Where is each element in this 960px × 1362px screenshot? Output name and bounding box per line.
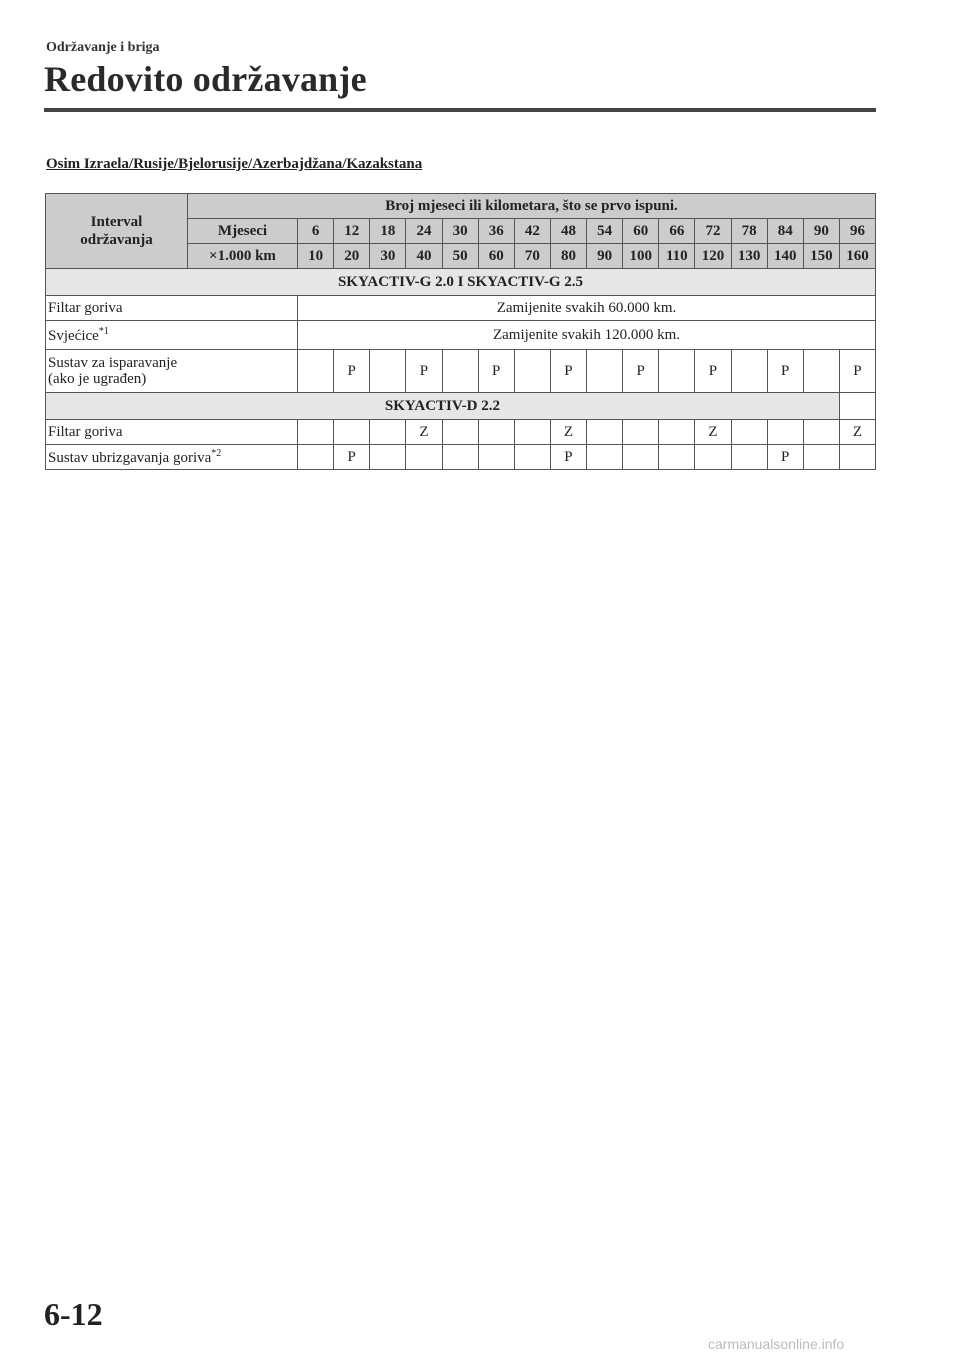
month-cell: 84 <box>767 219 803 244</box>
span-header: Broj mjeseci ili kilometara, što se prvo ispuni. <box>188 194 876 219</box>
table-row <box>46 445 876 470</box>
schedule-cell <box>370 445 406 470</box>
km-cell: 130 <box>731 244 767 269</box>
table-row <box>46 420 876 445</box>
month-cell: 96 <box>839 219 875 244</box>
schedule-cell <box>731 350 767 393</box>
engine-row <box>46 269 876 296</box>
month-cell: 24 <box>406 219 442 244</box>
section-label: Održavanje i briga <box>46 40 160 55</box>
schedule-cell <box>442 445 478 470</box>
schedule-cell <box>623 420 659 445</box>
schedule-cell <box>839 445 875 470</box>
item-label-text: Svjećice <box>48 327 99 344</box>
km-cell: 90 <box>587 244 623 269</box>
km-cell: 30 <box>370 244 406 269</box>
km-cell: 160 <box>839 244 875 269</box>
month-cell: 90 <box>803 219 839 244</box>
schedule-cell <box>370 350 406 393</box>
footnote-marker: *1 <box>98 325 109 337</box>
schedule-cell <box>442 420 478 445</box>
empty-cell <box>839 393 875 420</box>
schedule-cell <box>442 350 478 393</box>
km-cell: 120 <box>695 244 731 269</box>
item-label-text: Filtar goriva <box>48 299 123 316</box>
schedule-cell: P <box>839 350 875 393</box>
month-cell: 30 <box>442 219 478 244</box>
km-cell: 100 <box>623 244 659 269</box>
month-cell: 78 <box>731 219 767 244</box>
schedule-cell: P <box>406 350 442 393</box>
schedule-cell <box>659 350 695 393</box>
schedule-cell: Z <box>839 420 875 445</box>
title-rule <box>44 108 876 112</box>
km-cell: 70 <box>514 244 550 269</box>
schedule-cell <box>370 420 406 445</box>
region-heading: Osim Izraela/Rusije/Bjelorusije/Azerbajdžana/Kazakstana <box>46 156 423 172</box>
km-cell: 20 <box>334 244 370 269</box>
item-label-text: Sustav ubrizgavanja goriva <box>48 449 212 466</box>
km-label: ×1.000 km <box>188 244 298 269</box>
month-cell: 6 <box>298 219 334 244</box>
month-cell: 12 <box>334 219 370 244</box>
schedule-cell <box>478 445 514 470</box>
schedule-cell <box>298 350 334 393</box>
item-label <box>46 445 298 470</box>
item-label <box>46 350 298 393</box>
schedule-cell: P <box>695 350 731 393</box>
months-label: Mjeseci <box>188 219 298 244</box>
engine-label: SKYACTIV-D 2.2 <box>46 393 840 420</box>
interval-note: Zamijenite svakih 120.000 km. <box>298 321 876 350</box>
table-row <box>46 296 876 321</box>
km-cell: 50 <box>442 244 478 269</box>
km-cell: 40 <box>406 244 442 269</box>
item-label <box>46 296 298 321</box>
schedule-cell <box>803 350 839 393</box>
schedule-cell: P <box>767 350 803 393</box>
month-cell: 18 <box>370 219 406 244</box>
footnote-marker: *2 <box>211 447 222 459</box>
schedule-cell <box>803 445 839 470</box>
month-cell: 60 <box>623 219 659 244</box>
km-cell: 80 <box>550 244 586 269</box>
item-label-line1: Sustav za isparavanje <box>48 355 178 371</box>
month-cell: 48 <box>550 219 586 244</box>
maintenance-schedule-table <box>45 193 876 470</box>
schedule-cell <box>803 420 839 445</box>
interval-header <box>46 194 188 269</box>
item-label-text: Filtar goriva <box>48 423 123 440</box>
km-cell: 140 <box>767 244 803 269</box>
page-number: 6-12 <box>44 1296 103 1332</box>
schedule-cell: Z <box>550 420 586 445</box>
schedule-cell <box>298 420 334 445</box>
schedule-cell <box>731 420 767 445</box>
schedule-cell <box>623 445 659 470</box>
schedule-cell <box>514 350 550 393</box>
schedule-cell <box>731 445 767 470</box>
schedule-cell <box>659 420 695 445</box>
schedule-cell <box>587 445 623 470</box>
schedule-cell: P <box>623 350 659 393</box>
schedule-cell <box>478 420 514 445</box>
km-cell: 150 <box>803 244 839 269</box>
month-cell: 54 <box>587 219 623 244</box>
schedule-cell: P <box>767 445 803 470</box>
schedule-cell <box>659 445 695 470</box>
schedule-cell <box>514 445 550 470</box>
schedule-cell <box>406 445 442 470</box>
engine-label: SKYACTIV-G 2.0 I SKYACTIV-G 2.5 <box>46 269 876 296</box>
month-cell: 42 <box>514 219 550 244</box>
schedule-cell: P <box>550 445 586 470</box>
schedule-cell: P <box>334 350 370 393</box>
schedule-cell: P <box>334 445 370 470</box>
km-cell: 10 <box>298 244 334 269</box>
schedule-cell <box>587 420 623 445</box>
schedule-cell <box>695 445 731 470</box>
km-cell: 60 <box>478 244 514 269</box>
item-label <box>46 420 298 445</box>
item-label <box>46 321 298 350</box>
month-cell: 36 <box>478 219 514 244</box>
item-label-line2: (ako je ugrađen) <box>48 371 147 387</box>
schedule-cell <box>514 420 550 445</box>
schedule-cell: P <box>550 350 586 393</box>
km-cell: 110 <box>659 244 695 269</box>
table-row <box>46 350 876 393</box>
schedule-cell: Z <box>406 420 442 445</box>
interval-note: Zamijenite svakih 60.000 km. <box>298 296 876 321</box>
month-cell: 66 <box>659 219 695 244</box>
schedule-cell: Z <box>695 420 731 445</box>
schedule-cell <box>767 420 803 445</box>
engine-row <box>46 393 876 420</box>
schedule-cell <box>298 445 334 470</box>
watermark: carmanualsonline.info <box>708 1336 845 1352</box>
page-title: Redovito održavanje <box>44 59 367 99</box>
table-row <box>46 321 876 350</box>
month-cell: 72 <box>695 219 731 244</box>
schedule-cell <box>587 350 623 393</box>
schedule-cell <box>334 420 370 445</box>
schedule-cell: P <box>478 350 514 393</box>
interval-header-label: Interval održavanja <box>80 214 153 248</box>
